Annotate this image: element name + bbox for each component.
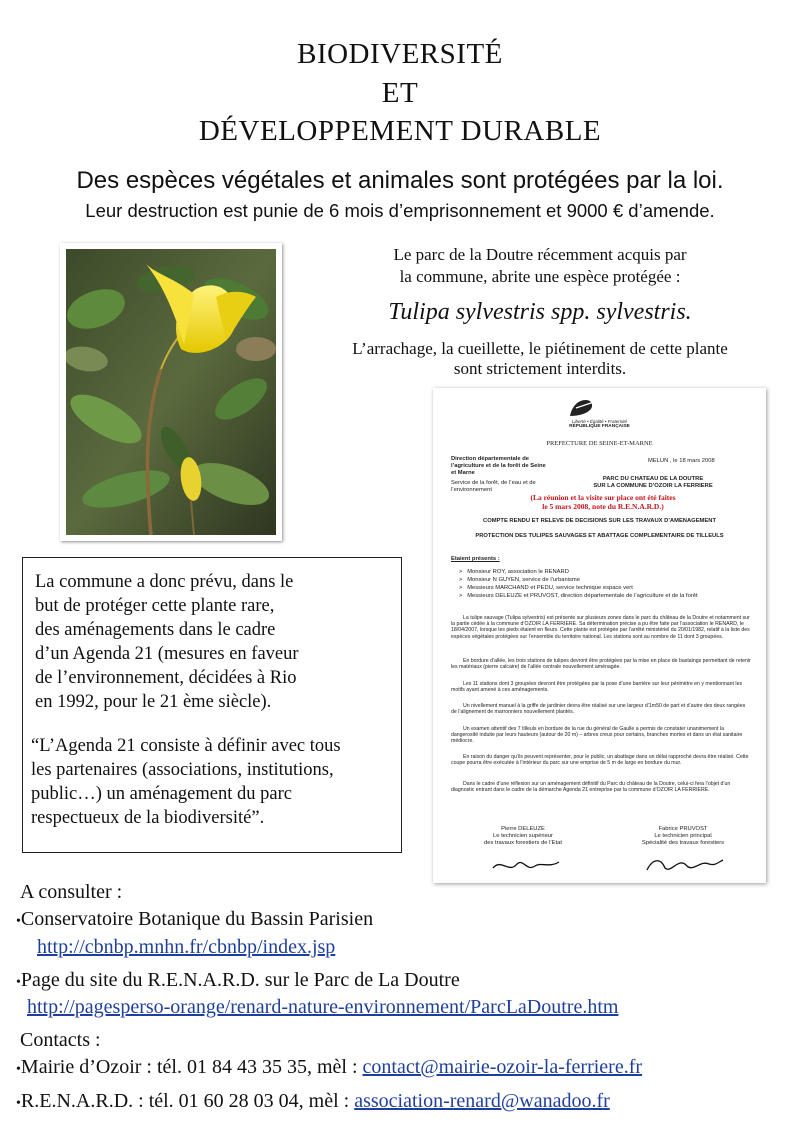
report-paragraph: En raison du danger qu’ils peuvent représenter, pour le public, un abattage dans un délai rapproché devra être réalisé. Cette coupe pourra être exécutée à l’intérieur du parc sur une emprise de 5 m de large en bordure du mur. <box>451 754 749 767</box>
agenda21-box <box>22 557 402 853</box>
report-paragraph: Un examen attentif des 7 tilleuls en bordure de la rue du général de Gaulle a permis de constater unanimement la dangerosité induite par leurs hauteurs (autour de 20 m) – arbres creux pour certains, branches mortes et dans un état sanitaire médiocre. <box>451 726 743 745</box>
contact-label: R.E.N.A.R.D. : tél. 01 60 28 03 04, mèl : <box>20 1090 355 1112</box>
resource-link-container <box>27 994 618 1020</box>
tulip-photo <box>66 249 276 535</box>
resource-label: Page du site du R.E.N.A.R.D. sur le Parc de La Doutre <box>20 969 460 991</box>
mairie-email-link[interactable]: contact@mairie-ozoir-la-ferriere.fr <box>362 1056 643 1078</box>
resource-item <box>16 967 460 996</box>
direction: Direction départementale de l’agriculture et de la forêt de Seine et Marne <box>451 456 546 476</box>
park-title2: SUR LA COMMUNE D’OZOIR LA FERRIERE <box>593 483 713 489</box>
signature-right-role2: Spécialité des travaux forestiers <box>641 840 725 846</box>
resource-label: Conservatoire Botanique du Bassin Parisien <box>20 908 374 930</box>
park-title1: PARC DU CHATEAU DE LA DOUTRE <box>602 476 704 482</box>
resource-item <box>16 906 373 935</box>
signature-left-name: Pierre DELEUZE <box>501 826 545 832</box>
signature-left-icon <box>491 856 561 876</box>
box-line: d’un Agenda 21 (mesures en faveur <box>35 644 299 664</box>
quote-line: public…) un aménagement du parc <box>31 784 292 804</box>
bullet-icon: • <box>16 1062 21 1077</box>
bullet-icon: • <box>16 1096 21 1111</box>
attendee-item: > Messieurs DELEUZE et PRUVOST, direction départementale de l’agriculture et de la forêt <box>459 593 698 599</box>
contact-item <box>16 1054 642 1083</box>
marianne-logo-icon <box>566 398 598 418</box>
renard-parc-link[interactable]: http://pagesperso-orange/renard-nature-environnement/ParcLaDoutre.htm <box>27 996 619 1018</box>
quote-line: “L’Agenda 21 consiste à définir avec tous <box>31 736 341 756</box>
signature-left-role2: des travaux forestiers de l’Etat <box>484 840 562 846</box>
contacts-label: Contacts : <box>20 1029 101 1051</box>
ban-line2: sont strictement interdits. <box>453 359 627 378</box>
red-note1: (La réunion et la visite sur place ont été faites <box>530 493 676 502</box>
doc-date: MELUN , le 18 mars 2008 <box>648 458 715 464</box>
ban-line1: L’arrachage, la cueillette, le piétinement de cette plante <box>352 339 728 358</box>
title-line2: ET <box>381 77 419 109</box>
attendee-item: > Messieurs MARCHAND et PEDU, service technique espace vert <box>459 585 633 591</box>
quote-line: les partenaires (associations, institutions, <box>31 760 334 780</box>
box-line: but de protéger cette plante rare, <box>35 596 275 616</box>
box-line: des aménagements dans le cadre <box>35 620 276 640</box>
prefecture-report <box>433 388 766 883</box>
resource-link-container <box>37 934 335 960</box>
republic: RÉPUBLIQUE FRANÇAISE <box>569 424 630 429</box>
cbnbp-link[interactable]: http://cbnbp.mnhn.fr/cbnbp/index.jsp <box>37 936 336 958</box>
title-line1: BIODIVERSITÉ <box>297 38 503 70</box>
intro-line2: la commune, abrite une espèce protégée : <box>399 267 681 286</box>
bullet-icon: • <box>16 975 21 990</box>
title-line3: DÉVELOPPEMENT DURABLE <box>198 115 602 147</box>
quote-line: respectueux de la biodiversité”. <box>31 808 265 828</box>
intro-line1: Le parc de la Doutre récemment acquis par <box>393 245 687 264</box>
species-name: Tulipa sylvestris spp. sylvestris. <box>388 299 692 325</box>
signature-left-role: Le technicien supérieur <box>493 833 553 839</box>
attendee-item: > Monsieur ROY, association le RENARD <box>459 569 569 575</box>
box-line: en 1992, pour le 21 ème siècle). <box>35 692 272 712</box>
report-paragraph: Un nivellement manuel à la griffe de jardinier devra être réalisé sur une largeur d’1m50 de part et d’autre des deux rangées de l’alignement de marronniers nouvellement plantés. <box>451 703 746 716</box>
signature-right-icon <box>645 854 725 876</box>
report-paragraph: Les 11 stations dont 3 groupées devront être protégées par la pose d’une barrière sur leur périmètre en y mentionnant les motifs ayant amené à ces aménagements. <box>451 681 743 694</box>
signature-right-role: Le technicien principal <box>654 833 712 839</box>
signature-right-name: Fabrice PRUVOST <box>658 826 708 832</box>
bullet-icon: • <box>16 914 21 929</box>
report-paragraph: En bordure d’allée, les trois stations de tulipes devront être protégées par la mise en place de bastaings permettant de retenir les matériaux (pierre calcaire) de l’allée centrale nouvellement aménagée. <box>451 658 751 671</box>
tulip-photo-frame <box>60 243 282 541</box>
prefecture-title: PREFECTURE DE SEINE-ET-MARNE <box>546 440 653 447</box>
contact-item <box>16 1088 610 1117</box>
box-line: La commune a donc prévu, dans le <box>35 572 294 592</box>
service: Service de la forêt, de l’eau et de l’environnement <box>451 480 536 493</box>
attendee-item: > Monsieur N GUYEN, service de l’urbanisme <box>459 577 580 583</box>
report-paragraph: Dans le cadre d’une réflexion sur un aménagement définitif du Parc du château de la Doutre, celui-ci fera l’objet d’un diagnostic entrant dans le cadre de la démarche Agenda 21 entreprise par la commune d’OZOIR LA FERRIERE. <box>451 781 731 794</box>
renard-email-link[interactable]: association-renard@wanadoo.fr <box>354 1090 610 1112</box>
red-note2: le 5 mars 2008, note du R.E.N.A.R.D.) <box>542 502 664 511</box>
motto: Liberté • Égalité • Fraternité <box>572 419 627 424</box>
contact-label: Mairie d’Ozoir : tél. 01 84 43 35 35, mèl : <box>20 1056 363 1078</box>
heading2: PROTECTION DES TULIPES SAUVAGES ET ABATTAGE COMPLEMENTAIRE DE TILLEULS <box>475 533 724 539</box>
heading1: COMPTE RENDU ET RELEVE DE DECISIONS SUR LES TRAVAUX D’AMENAGEMENT <box>483 518 716 524</box>
present-label: Etaient présents : <box>451 556 500 562</box>
subtitle: Des espèces végétales et animales sont protégées par la loi. <box>76 167 724 194</box>
report-paragraph: La tulipe sauvage (Tulipa sylvestris) est présente sur plusieurs zones dans le parc du château de la Doutre et notamment sur la partie cédée à la commune d’OZOIR LA FERRIERE. Sa détermination précise a pu être faite par l’association le RENARD, le 18/04/2007, lorsque les pieds étaient en fleurs. Cette plante est protégée par l’arrêté ministériel du 20/01/1982, relatif à la liste des espèces végétales protégées sur l’ensemble du territoire national. Les stations sont au nombre de 11 dont 3 groupées. <box>451 615 750 640</box>
box-line: de l’environnement, décidées à Rio <box>35 668 297 688</box>
consult-label: A consulter : <box>20 881 123 903</box>
penalty-text: Leur destruction est punie de 6 mois d’emprisonnement et 9000 € d’amende. <box>85 200 715 221</box>
